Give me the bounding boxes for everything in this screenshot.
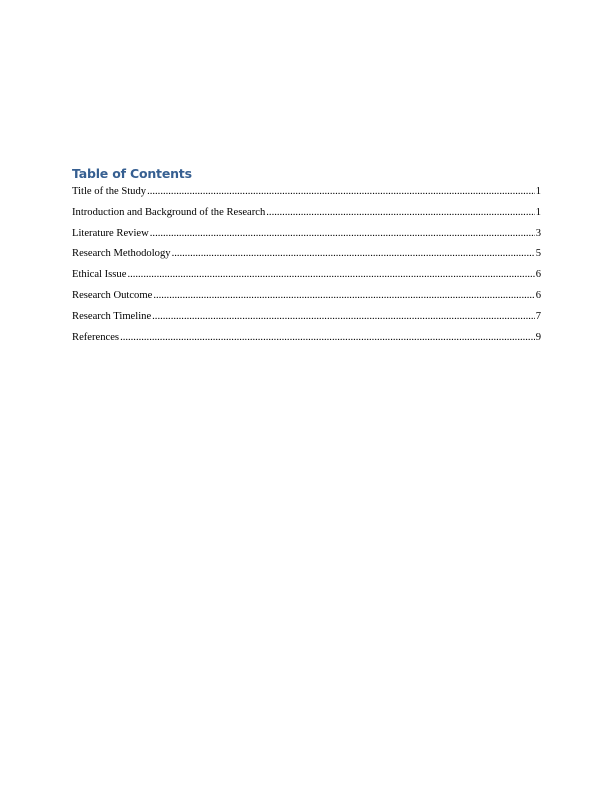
toc-entry-research-outcome[interactable]	[72, 289, 541, 310]
toc-entry-page-number: 3	[535, 227, 541, 239]
toc-entry-page-number: 7	[535, 310, 541, 322]
toc-entry-label: Literature Review	[72, 227, 149, 239]
dot-leader	[153, 289, 534, 302]
toc-entry-page-number: 9	[535, 331, 541, 343]
toc-entry-page-number: 6	[535, 289, 541, 301]
dot-leader	[147, 185, 535, 198]
toc-entry-research-methodology[interactable]	[72, 247, 541, 268]
toc-entry-label: References	[72, 331, 120, 343]
toc-entry-page-number: 6	[535, 269, 541, 281]
dot-leader	[172, 247, 535, 260]
toc-entry-label: Introduction and Background of the Research	[72, 206, 266, 218]
toc-entry-literature-review[interactable]	[72, 227, 541, 248]
toc-entry-ethical-issue[interactable]	[72, 268, 541, 289]
table-of-contents	[72, 166, 541, 351]
dot-leader	[152, 310, 535, 323]
toc-entry-references[interactable]	[72, 331, 541, 352]
toc-entry-label: Research Outcome	[72, 289, 153, 301]
toc-entry-label: Title of the Study	[72, 186, 147, 197]
toc-heading: Table of Contents	[72, 166, 192, 181]
toc-entry-research-timeline[interactable]	[72, 310, 541, 331]
dot-leader	[150, 227, 535, 240]
dot-leader	[266, 206, 534, 219]
toc-entry-label: Research Timeline	[72, 310, 152, 322]
toc-entry-label: Research Methodology	[72, 248, 171, 260]
toc-entry-label: Ethical Issue	[72, 269, 127, 281]
toc-entry-page-number: 5	[535, 248, 541, 260]
toc-entry-introduction[interactable]	[72, 206, 541, 227]
toc-entry-page-number: 1	[535, 186, 541, 197]
toc-list	[72, 185, 541, 351]
toc-entry-title-of-the-study[interactable]	[72, 185, 541, 206]
dot-leader	[127, 268, 534, 281]
dot-leader	[120, 331, 535, 344]
toc-entry-page-number: 1	[535, 206, 541, 218]
